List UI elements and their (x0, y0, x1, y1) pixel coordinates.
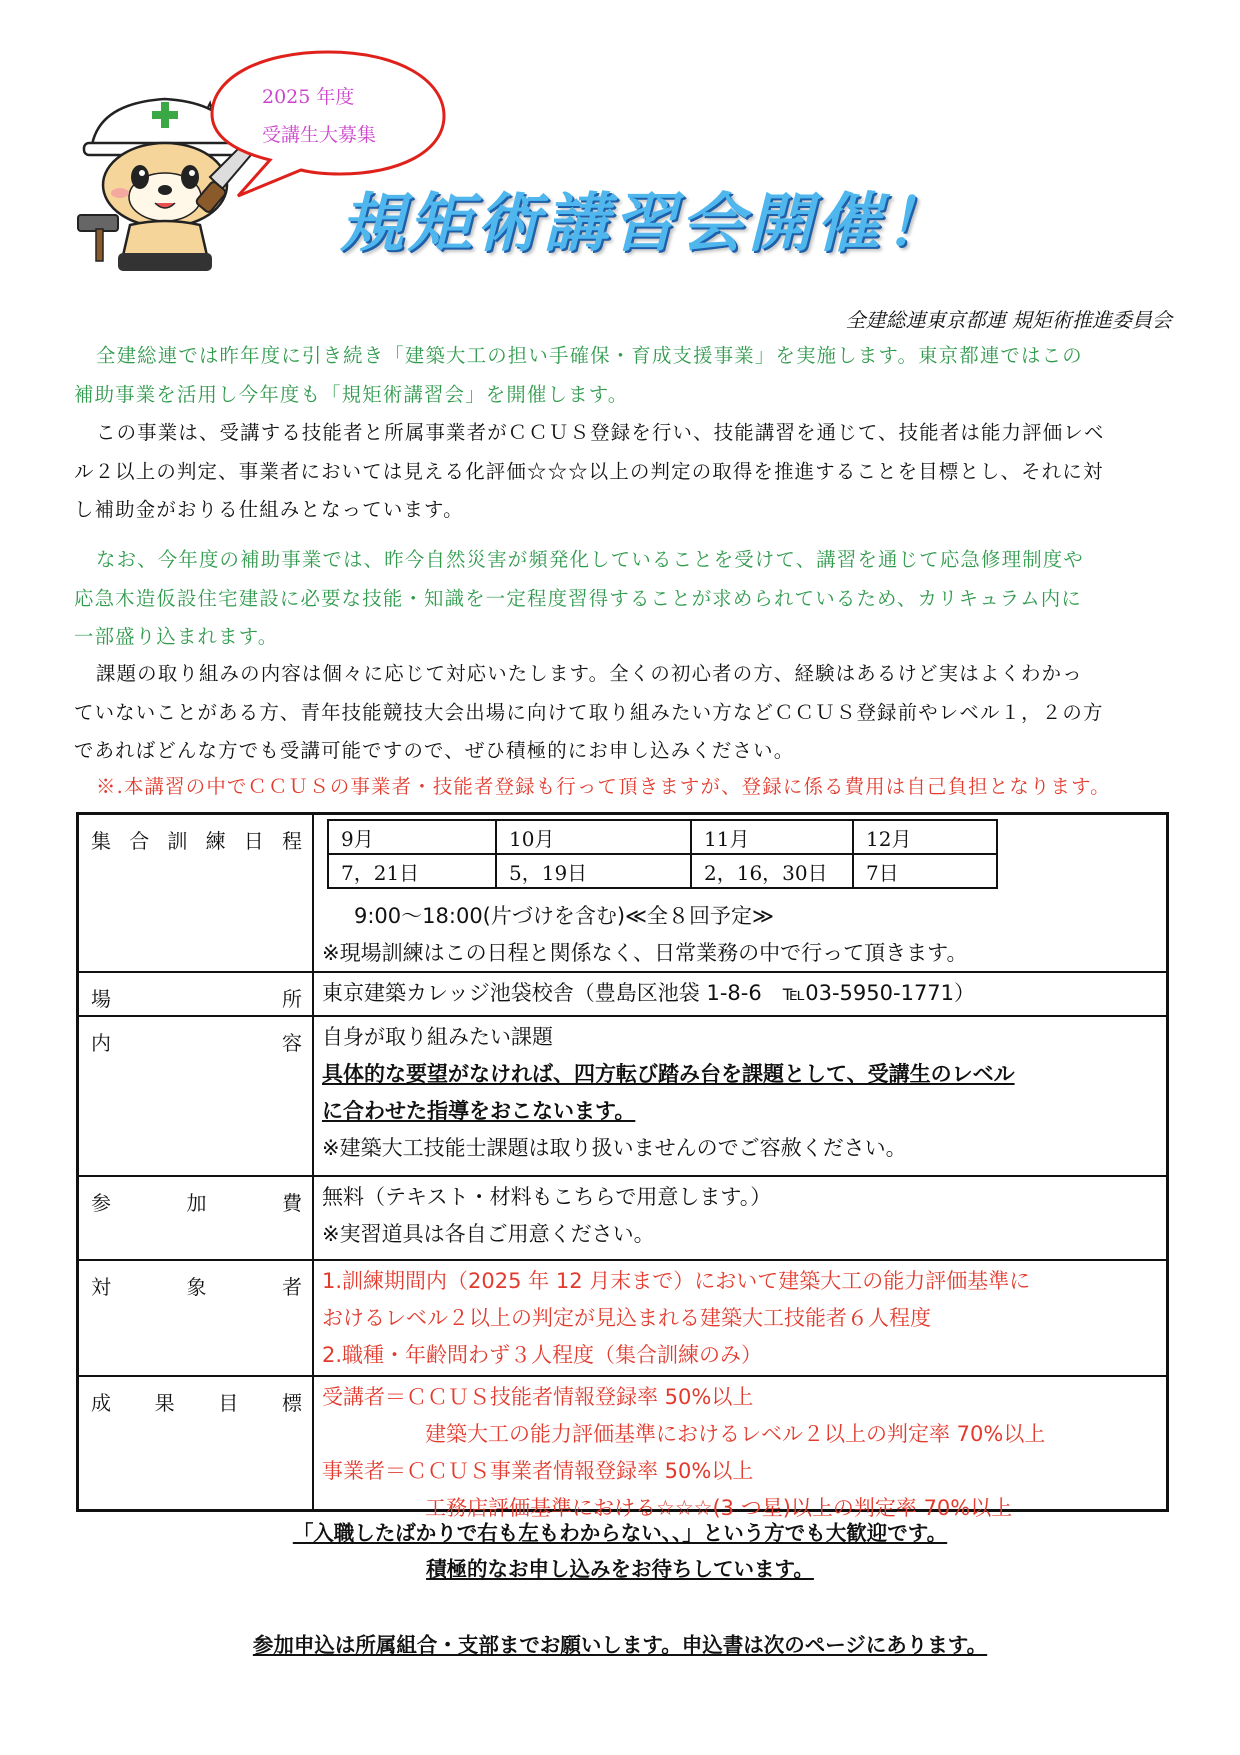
row-label-text: 対 象 者 (91, 1275, 302, 1299)
label-target (79, 1261, 314, 1375)
organizer: 全建総連東京都連 規矩術推進委員会 (845, 308, 1172, 332)
target-value (322, 1263, 1158, 1374)
place-value (322, 975, 1158, 1012)
intro-paragraph-3 (74, 541, 1174, 657)
label-place (79, 973, 314, 1015)
text-line: ※建築大工技能士課題は取り扱いませんのでご容赦ください。 (322, 1136, 907, 1160)
text-line: し補助金がおりる仕組みとなっています。 (74, 498, 464, 521)
text-line: この事業は、受講する技能者と所属事業者がＣＣＵＳ登録を行い、技能講習を通じて、技能者は能力評価レベ (96, 421, 1105, 444)
text-line: 一部盛り込まれます。 (74, 625, 279, 648)
text-line: おけるレベル２以上の判定が見込まれる建築大工技能者６人程度 (322, 1306, 931, 1330)
info-table (76, 812, 1169, 1520)
label-content (79, 1017, 314, 1175)
day-cell: 7日 (853, 854, 997, 888)
row-fee (79, 1175, 1166, 1259)
text-line: 自身が取り組みたい課題 (322, 1025, 553, 1049)
text-line: ル２以上の判定、事業者においては見える化評価☆☆☆以上の判定の取得を推進することを目標とし、それに対 (74, 459, 1104, 483)
text-line: 「入職したばかりで右も左もわからない、、」という方でも大歓迎です。 (292, 1521, 948, 1545)
content-value (322, 1019, 1158, 1167)
text-line: なお、今年度の補助事業では、昨今自然災害が頻発化していることを受けて、講習を通じて応急修理制度や (96, 548, 1084, 571)
day-cell: 7，21日 (328, 854, 496, 888)
text-line: 無料（テキスト・材料もこちらで用意します。） (322, 1185, 772, 1209)
row-place (79, 971, 1166, 1015)
label-fee (79, 1177, 314, 1259)
row-schedule (79, 815, 1166, 971)
row-label-text: 参 加 費 (91, 1191, 302, 1215)
row-label-text: 内 容 (91, 1031, 302, 1055)
row-target (79, 1259, 1166, 1375)
fee-note (74, 768, 1174, 807)
schedule-time: 9:00～18:00(片づけを含む)≪全８回予定≫ (354, 904, 775, 928)
month-cell: 9月 (328, 820, 496, 854)
text-line: 事業者＝ＣＣＵＳ事業者情報登録率 50%以上 (322, 1459, 754, 1483)
row-label-text: 成 果 目 標 (91, 1391, 302, 1415)
intro-paragraph-2 (74, 414, 1174, 530)
row-content (79, 1015, 1166, 1175)
text-line: 全建総連では昨年度に引き続き「建築大工の担い手確保・育成支援事業」を実施します。東京都連ではこの (96, 344, 1083, 367)
text-line: 1.訓練期間内（2025 年 12 月末まで）において建築大工の能力評価基準に (322, 1269, 1031, 1293)
text-line: 課題の取り組みの内容は個々に応じて対応いたします。全くの初心者の方、経験はあるけど実はよくわかっ (96, 662, 1083, 685)
text-line: に合わせた指導をおこないます。 (322, 1099, 636, 1123)
page-title: 規矩術講習会開催！ (340, 187, 952, 261)
day-cell: 2，16，30日 (691, 854, 853, 888)
bubble-year: 2025 年度 (262, 86, 355, 108)
month-cell: 12月 (853, 820, 997, 854)
text-line: ※実習道具は各自ご用意ください。 (322, 1222, 655, 1246)
row-label-text: 集 合 訓 練 日 程 (91, 829, 302, 853)
text-line: 補助事業を活用し今年度も「規矩術講習会」を開催します。 (74, 382, 629, 406)
fee-value (322, 1179, 1158, 1253)
month-cell: 11月 (691, 820, 853, 854)
text-line: 2.職種・年齢問わず３人程度（集合訓練のみ） (322, 1343, 763, 1367)
label-schedule (79, 815, 314, 971)
footer-welcome (0, 1516, 1240, 1546)
row-label-text: 場 所 (91, 987, 302, 1011)
text-line: 具体的な要望がなければ、四方転び踏み台を課題として、受講生のレベル (322, 1062, 1015, 1086)
footer-invite (0, 1552, 1240, 1582)
row-goal (79, 1375, 1166, 1520)
text-line: ていないことがある方、青年技能競技大会出場に向けて取り組みたい方などＣＣＵＳ登録前やレベル１，２の方 (74, 700, 1104, 724)
text-line: 東京建築カレッジ池袋校舎（豊島区池袋 1-8-6 ℡03-5950-1771） (322, 981, 976, 1005)
month-cell: 10月 (496, 820, 691, 854)
goal-value (322, 1379, 1158, 1527)
text-line: ※.本講習の中でＣＣＵＳの事業者・技能者登録も行って頂きますが、登録に係る費用は自己負担となります。 (96, 775, 1111, 798)
schedule-notes (322, 898, 1158, 972)
label-goal (79, 1377, 314, 1512)
text-line: 参加申込は所属組合・支部までお願いします。申込書は次のページにあります。 (252, 1633, 988, 1657)
schedule-note: ※現場訓練はこの日程と関係なく、日常業務の中で行って頂きます。 (322, 941, 968, 965)
day-cell: 5，19日 (496, 854, 691, 888)
schedule-grid (327, 819, 998, 889)
intro-paragraph-4 (74, 655, 1174, 771)
intro-paragraph-1 (74, 337, 1174, 414)
text-line: 工務店評価基準における☆☆☆(3 つ星)以上の判定率 70%以上 (425, 1496, 1013, 1520)
bubble-recruit: 受講生大募集 (262, 124, 377, 146)
text-line: 受講者＝ＣＣＵＳ技能者情報登録率 50%以上 (322, 1385, 754, 1409)
text-line: であればどんな方でも受講可能ですので、ぜひ積極的にお申し込みください。 (74, 739, 795, 762)
text-line: 積極的なお申し込みをお待ちしています。 (426, 1557, 814, 1581)
text-line: 建築大工の能力評価基準におけるレベル２以上の判定率 70%以上 (425, 1422, 1046, 1446)
text-line: 応急木造仮設住宅建設に必要な技能・知識を一定程度習得することが求められているため、カリキュラム内に (74, 586, 1082, 610)
footer-apply (0, 1628, 1240, 1658)
